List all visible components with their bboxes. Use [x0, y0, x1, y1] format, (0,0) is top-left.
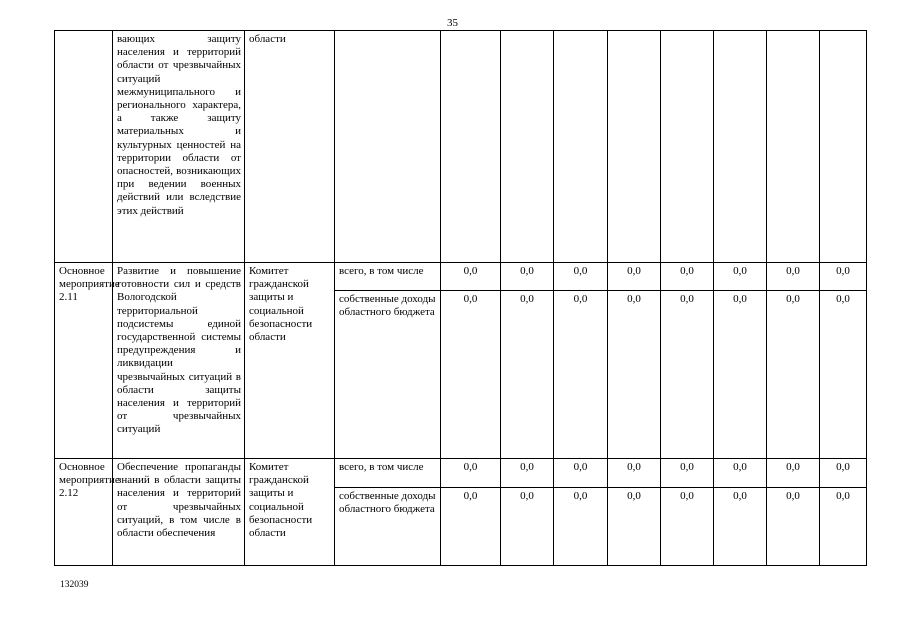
value-cell: 0,0	[608, 263, 661, 291]
source-cell: всего, в том числе	[335, 459, 441, 488]
value-cell	[608, 31, 661, 263]
code-cell	[55, 31, 113, 263]
value-cell: 0,0	[501, 263, 554, 291]
value-cell	[441, 31, 501, 263]
executor-cell: области	[245, 31, 335, 263]
value-cell: 0,0	[767, 459, 820, 488]
value-cell: 0,0	[661, 291, 714, 459]
value-cell	[820, 31, 867, 263]
table-row	[55, 459, 867, 488]
value-cell	[554, 31, 608, 263]
value-cell	[767, 31, 820, 263]
value-cell: 0,0	[820, 488, 867, 566]
value-cell: 0,0	[554, 459, 608, 488]
value-cell: 0,0	[554, 291, 608, 459]
value-cell: 0,0	[820, 291, 867, 459]
value-cell: 0,0	[767, 291, 820, 459]
document-code: 132039	[60, 580, 89, 590]
funding-table	[54, 30, 867, 566]
value-cell: 0,0	[501, 291, 554, 459]
event-code-cell: Основное мероприятие 2.11	[55, 263, 113, 459]
value-cell: 0,0	[608, 459, 661, 488]
event-name-cell: Развитие и повышение готовности сил и средств Вологодской территориальной подсистемы единой государственной системы предупреждения и ликвидации чрезвычайных ситуаций в области защиты населения и территорий от чрезвычайных ситуаций	[113, 263, 245, 459]
value-cell: 0,0	[661, 459, 714, 488]
value-cell: 0,0	[714, 488, 767, 566]
table-row	[55, 263, 867, 291]
value-cell: 0,0	[820, 263, 867, 291]
value-cell: 0,0	[767, 488, 820, 566]
table-row-continuation	[55, 31, 867, 263]
value-cell: 0,0	[661, 263, 714, 291]
executor-cell: Комитет гражданской защиты и социальной безопасности области	[245, 263, 335, 459]
value-cell	[501, 31, 554, 263]
source-cell: собственные доходы областного бюджета	[335, 291, 441, 459]
value-cell: 0,0	[441, 488, 501, 566]
source-cell	[335, 31, 441, 263]
value-cell: 0,0	[714, 263, 767, 291]
value-cell: 0,0	[501, 459, 554, 488]
value-cell: 0,0	[767, 263, 820, 291]
value-cell	[714, 31, 767, 263]
value-cell: 0,0	[441, 459, 501, 488]
value-cell: 0,0	[441, 291, 501, 459]
value-cell: 0,0	[820, 459, 867, 488]
event-name-cell: вающих защиту населения и территорий области от чрезвычайных ситуаций межмуниципального и регионального характера, а также защиту материальных и культурных ценностей на территории области от опасностей, возникающих при ведении военных действий или вследствие этих действий	[113, 31, 245, 263]
page-number: 35	[447, 17, 458, 29]
value-cell: 0,0	[608, 488, 661, 566]
value-cell: 0,0	[608, 291, 661, 459]
value-cell: 0,0	[554, 263, 608, 291]
value-cell	[661, 31, 714, 263]
source-cell: всего, в том числе	[335, 263, 441, 291]
executor-cell: Комитет гражданской защиты и социальной безопасности области	[245, 459, 335, 566]
value-cell: 0,0	[661, 488, 714, 566]
event-name-cell: Обеспечение пропаганды знаний в области защиты населения и территорий от чрезвычайных ситуаций, в том числе в области обеспечения	[113, 459, 245, 566]
value-cell: 0,0	[554, 488, 608, 566]
value-cell: 0,0	[714, 291, 767, 459]
value-cell: 0,0	[714, 459, 767, 488]
value-cell: 0,0	[441, 263, 501, 291]
source-cell: собственные доходы областного бюджета	[335, 488, 441, 566]
value-cell: 0,0	[501, 488, 554, 566]
event-code-cell: Основное мероприятие 2.12	[55, 459, 113, 566]
